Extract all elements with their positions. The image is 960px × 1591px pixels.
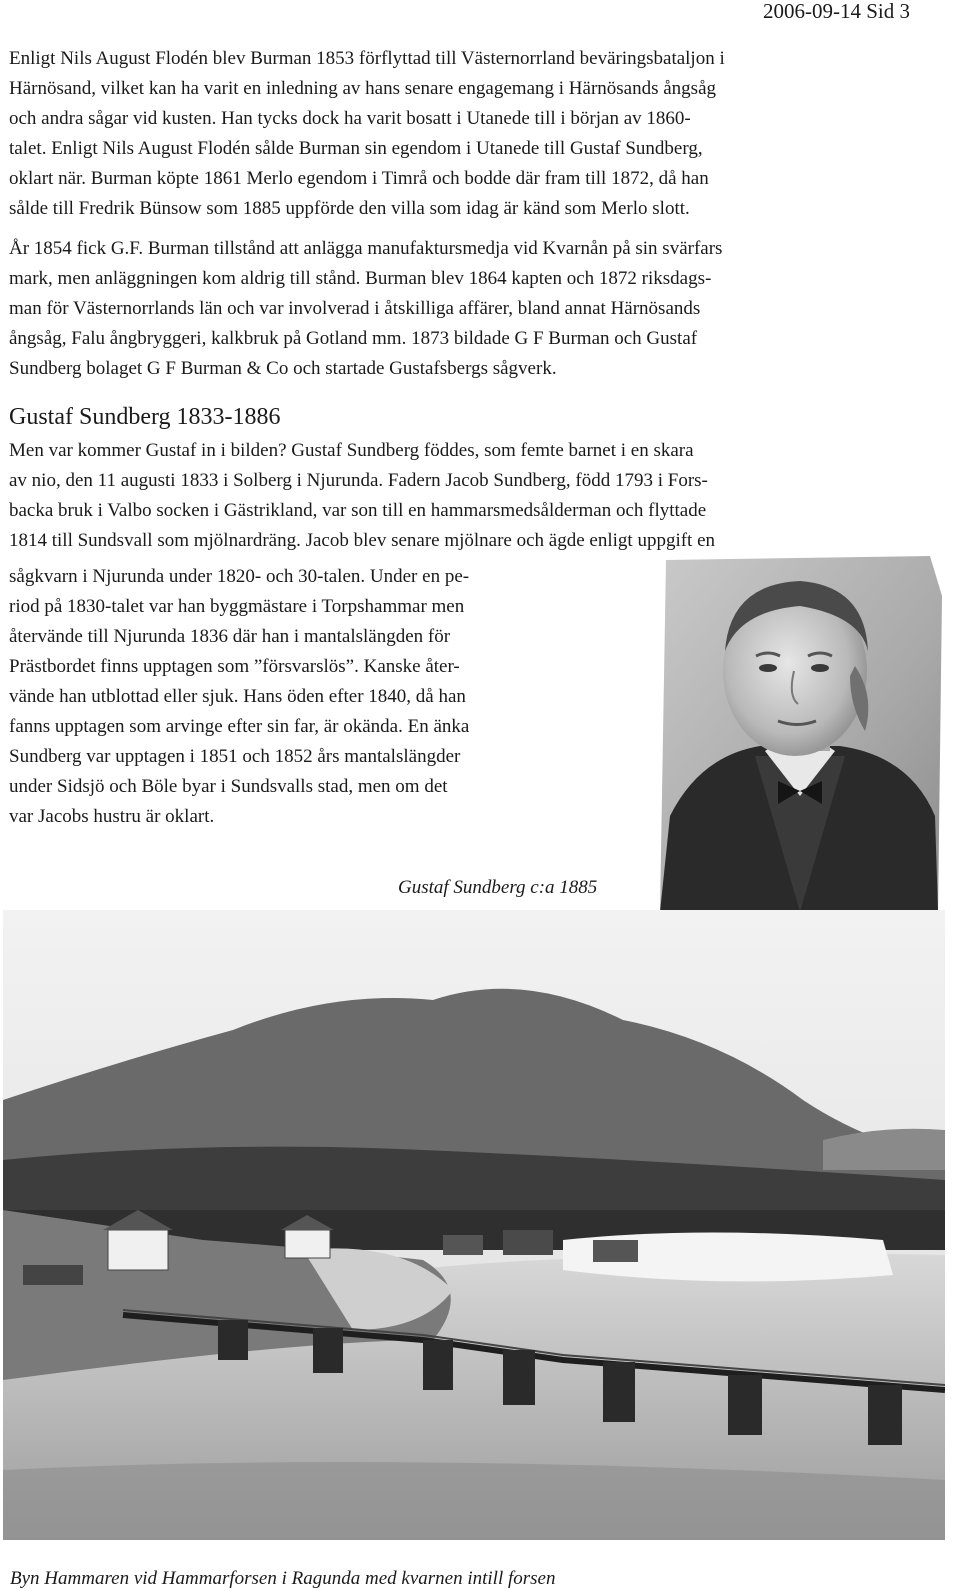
paragraph-sundberg-1 <box>9 436 939 556</box>
text-line: och andra sågar vid kusten. Han tycks dock ha varit bosatt i Utanede till i början av 1860- <box>9 108 691 129</box>
text-line: talet. Enligt Nils August Flodén sålde Burman sin egendom i Utanede till Gustaf Sundberg, <box>9 138 703 159</box>
text-line: mark, men anläggningen kom aldrig till stånd. Burman blev 1864 kapten och 1872 riksdags- <box>9 268 712 289</box>
portrait-caption: Gustaf Sundberg c:a 1885 <box>398 877 598 898</box>
landscape-photo <box>3 910 945 1540</box>
paragraph-burman-1 <box>9 44 939 224</box>
text-line: Härnösand, vilket kan ha varit en inledning av hans senare engagemang i Härnösands ångsåg <box>9 78 716 99</box>
text-line: riod på 1830-talet var han byggmästare i Torpshammar men <box>9 596 465 617</box>
text-line: Sundberg var upptagen i 1851 och 1852 års mantalslängder <box>9 746 461 767</box>
text-line: man för Västernorrlands län och var involverad i åtskilliga affärer, bland annat Härnösands <box>9 298 701 319</box>
text-line: av nio, den 11 augusti 1833 i Solberg i Njurunda. Fadern Jacob Sundberg, född 1793 i Fors- <box>9 470 708 491</box>
text-line: under Sidsjö och Böle byar i Sundsvalls stad, men om det <box>9 776 448 797</box>
text-line: fanns upptagen som arvinge efter sin far, är okända. En änka <box>9 716 470 737</box>
text-line: var Jacobs hustru är oklart. <box>9 806 215 827</box>
text-line: Enligt Nils August Flodén blev Burman 1853 förflyttad till Västernorrland beväringsbataljon i <box>9 48 725 69</box>
section-heading: Gustaf Sundberg 1833-1886 <box>9 404 281 430</box>
text-line: Sundberg bolaget G F Burman & Co och startade Gustafsbergs sågverk. <box>9 358 557 379</box>
text-line: oklart när. Burman köpte 1861 Merlo egendom i Timrå och bodde där fram till 1872, då han <box>9 168 709 189</box>
text-line: Men var kommer Gustaf in i bilden? Gustaf Sundberg föddes, som femte barnet i en skara <box>9 440 694 461</box>
text-line: Prästbordet finns upptagen som ”försvarslös”. Kanske åter- <box>9 656 460 677</box>
text-line: backa bruk i Valbo socken i Gästrikland, var son till en hammarsmedsålderman och flyttade <box>9 500 707 521</box>
text-line: ångsåg, Falu ångbryggeri, kalkbruk på Gotland mm. 1873 bildade G F Burman och Gustaf <box>9 328 698 349</box>
paragraph-sundberg-2 <box>9 562 649 832</box>
text-line: År 1854 fick G.F. Burman tillstånd att anlägga manufaktursmedja vid Kvarnån på sin svärfars <box>9 238 723 259</box>
landscape-caption: Byn Hammaren vid Hammarforsen i Ragunda med kvarnen intill forsen <box>10 1568 556 1589</box>
page-header-date: 2006-09-14 Sid 3 <box>763 0 910 23</box>
portrait-photo <box>660 556 942 912</box>
text-line: vände han utblottad eller sjuk. Hans öden efter 1840, då han <box>9 686 466 707</box>
text-line: sålde till Fredrik Bünsow som 1885 uppförde den villa som idag är känd som Merlo slott. <box>9 198 690 219</box>
paragraph-burman-2 <box>9 234 939 384</box>
text-line: 1814 till Sundsvall som mjölnardräng. Jacob blev senare mjölnare och ägde enligt uppgift en <box>9 530 716 551</box>
text-line: sågkvarn i Njurunda under 1820- och 30-talen. Under en pe- <box>9 566 470 587</box>
text-line: återvände till Njurunda 1836 där han i mantalslängden för <box>9 626 451 647</box>
